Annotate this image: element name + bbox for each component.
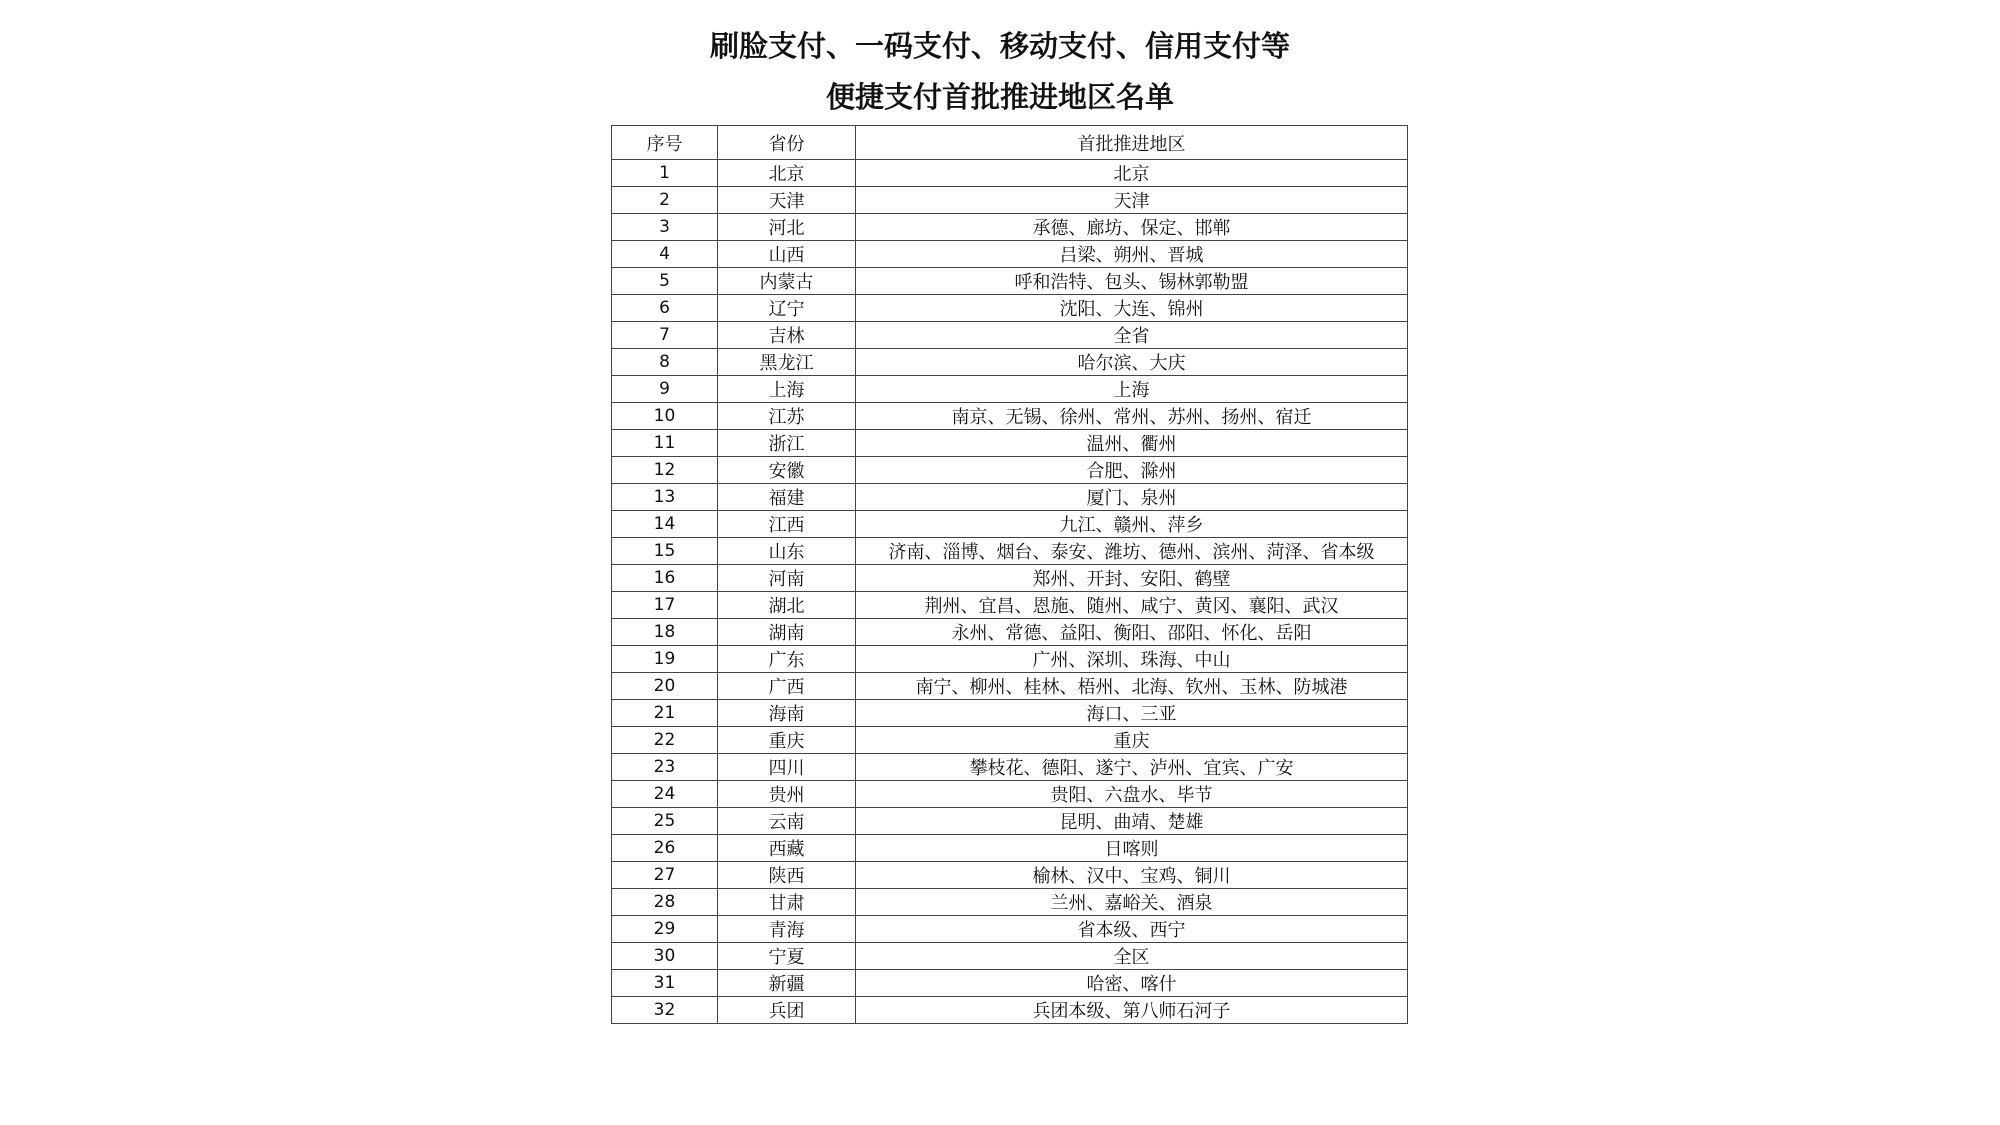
row-province: 山西 xyxy=(718,241,856,268)
table-row xyxy=(612,889,1408,916)
row-index: 9 xyxy=(612,376,718,403)
row-index: 17 xyxy=(612,592,718,619)
row-province: 甘肃 xyxy=(718,889,856,916)
row-province: 广西 xyxy=(718,673,856,700)
table-header xyxy=(612,126,1408,160)
document-title-line-2: 便捷支付首批推进地区名单 xyxy=(825,80,1174,114)
row-areas: 南京、无锡、徐州、常州、苏州、扬州、宿迁 xyxy=(856,403,1408,430)
row-index: 18 xyxy=(612,619,718,646)
row-areas: 重庆 xyxy=(856,727,1408,754)
table-row xyxy=(612,268,1408,295)
table-row xyxy=(612,430,1408,457)
row-province: 内蒙古 xyxy=(718,268,856,295)
table-row xyxy=(612,862,1408,889)
row-province: 湖南 xyxy=(718,619,856,646)
header-areas: 首批推进地区 xyxy=(856,126,1408,160)
table-row xyxy=(612,646,1408,673)
row-index: 3 xyxy=(612,214,718,241)
row-province: 湖北 xyxy=(718,592,856,619)
row-province: 云南 xyxy=(718,808,856,835)
table-row xyxy=(612,484,1408,511)
row-index: 10 xyxy=(612,403,718,430)
row-areas: 天津 xyxy=(856,187,1408,214)
row-areas: 全区 xyxy=(856,943,1408,970)
row-province: 重庆 xyxy=(718,727,856,754)
row-index: 12 xyxy=(612,457,718,484)
row-index: 24 xyxy=(612,781,718,808)
table-row xyxy=(612,160,1408,187)
table-row xyxy=(612,727,1408,754)
header-province: 省份 xyxy=(718,126,856,160)
table-row xyxy=(612,619,1408,646)
table-row xyxy=(612,943,1408,970)
row-province: 贵州 xyxy=(718,781,856,808)
row-index: 32 xyxy=(612,997,718,1024)
row-areas: 呼和浩特、包头、锡林郭勒盟 xyxy=(856,268,1408,295)
row-areas: 合肥、滁州 xyxy=(856,457,1408,484)
row-areas: 兰州、嘉峪关、酒泉 xyxy=(856,889,1408,916)
row-province: 西藏 xyxy=(718,835,856,862)
row-areas: 永州、常德、益阳、衡阳、邵阳、怀化、岳阳 xyxy=(856,619,1408,646)
row-areas: 昆明、曲靖、楚雄 xyxy=(856,808,1408,835)
row-province: 陕西 xyxy=(718,862,856,889)
row-index: 2 xyxy=(612,187,718,214)
row-areas: 承德、廊坊、保定、邯郸 xyxy=(856,214,1408,241)
row-province: 吉林 xyxy=(718,322,856,349)
row-areas: 广州、深圳、珠海、中山 xyxy=(856,646,1408,673)
row-index: 23 xyxy=(612,754,718,781)
row-province: 江苏 xyxy=(718,403,856,430)
row-index: 4 xyxy=(612,241,718,268)
table-row xyxy=(612,349,1408,376)
row-index: 29 xyxy=(612,916,718,943)
row-index: 16 xyxy=(612,565,718,592)
row-province: 上海 xyxy=(718,376,856,403)
table-row xyxy=(612,241,1408,268)
row-province: 兵团 xyxy=(718,997,856,1024)
row-areas: 攀枝花、德阳、遂宁、泸州、宜宾、广安 xyxy=(856,754,1408,781)
row-index: 22 xyxy=(612,727,718,754)
row-areas: 哈密、喀什 xyxy=(856,970,1408,997)
header-row xyxy=(612,126,1408,160)
row-areas: 沈阳、大连、锦州 xyxy=(856,295,1408,322)
table-row xyxy=(612,781,1408,808)
row-province: 江西 xyxy=(718,511,856,538)
row-index: 26 xyxy=(612,835,718,862)
table-row xyxy=(612,700,1408,727)
row-index: 7 xyxy=(612,322,718,349)
row-index: 13 xyxy=(612,484,718,511)
row-province: 河北 xyxy=(718,214,856,241)
row-areas: 吕梁、朔州、晋城 xyxy=(856,241,1408,268)
row-areas: 郑州、开封、安阳、鹤壁 xyxy=(856,565,1408,592)
row-index: 20 xyxy=(612,673,718,700)
row-index: 8 xyxy=(612,349,718,376)
table-row xyxy=(612,322,1408,349)
row-province: 四川 xyxy=(718,754,856,781)
table-row xyxy=(612,376,1408,403)
document-title-line-1: 刷脸支付、一码支付、移动支付、信用支付等 xyxy=(709,29,1290,63)
row-province: 青海 xyxy=(718,916,856,943)
table-row xyxy=(612,970,1408,997)
row-areas: 兵团本级、第八师石河子 xyxy=(856,997,1408,1024)
table-row xyxy=(612,808,1408,835)
table-row xyxy=(612,403,1408,430)
table-row xyxy=(612,673,1408,700)
table-row xyxy=(612,187,1408,214)
table-row xyxy=(612,214,1408,241)
row-province: 海南 xyxy=(718,700,856,727)
row-areas: 哈尔滨、大庆 xyxy=(856,349,1408,376)
row-index: 28 xyxy=(612,889,718,916)
row-areas: 省本级、西宁 xyxy=(856,916,1408,943)
row-areas: 济南、淄博、烟台、泰安、潍坊、德州、滨州、菏泽、省本级 xyxy=(856,538,1408,565)
row-index: 15 xyxy=(612,538,718,565)
row-areas: 厦门、泉州 xyxy=(856,484,1408,511)
row-areas: 南宁、柳州、桂林、梧州、北海、钦州、玉林、防城港 xyxy=(856,673,1408,700)
row-province: 黑龙江 xyxy=(718,349,856,376)
row-index: 6 xyxy=(612,295,718,322)
row-index: 31 xyxy=(612,970,718,997)
row-province: 安徽 xyxy=(718,457,856,484)
table-row xyxy=(612,295,1408,322)
row-areas: 荆州、宜昌、恩施、随州、咸宁、黄冈、襄阳、武汉 xyxy=(856,592,1408,619)
row-index: 19 xyxy=(612,646,718,673)
row-province: 宁夏 xyxy=(718,943,856,970)
row-province: 辽宁 xyxy=(718,295,856,322)
row-areas: 榆林、汉中、宝鸡、铜川 xyxy=(856,862,1408,889)
table-row xyxy=(612,754,1408,781)
row-areas: 全省 xyxy=(856,322,1408,349)
row-index: 21 xyxy=(612,700,718,727)
row-areas: 九江、赣州、萍乡 xyxy=(856,511,1408,538)
row-index: 30 xyxy=(612,943,718,970)
table-row xyxy=(612,457,1408,484)
row-index: 11 xyxy=(612,430,718,457)
header-index: 序号 xyxy=(612,126,718,160)
row-province: 广东 xyxy=(718,646,856,673)
row-province: 福建 xyxy=(718,484,856,511)
row-areas: 上海 xyxy=(856,376,1408,403)
row-areas: 海口、三亚 xyxy=(856,700,1408,727)
row-areas: 日喀则 xyxy=(856,835,1408,862)
row-province: 河南 xyxy=(718,565,856,592)
row-index: 14 xyxy=(612,511,718,538)
table-row xyxy=(612,916,1408,943)
table-row xyxy=(612,565,1408,592)
row-index: 1 xyxy=(612,160,718,187)
row-province: 浙江 xyxy=(718,430,856,457)
row-province: 天津 xyxy=(718,187,856,214)
table-row xyxy=(612,997,1408,1024)
table-body xyxy=(612,160,1408,1024)
table-row xyxy=(612,511,1408,538)
row-province: 山东 xyxy=(718,538,856,565)
row-province: 北京 xyxy=(718,160,856,187)
row-areas: 贵阳、六盘水、毕节 xyxy=(856,781,1408,808)
row-index: 5 xyxy=(612,268,718,295)
row-index: 25 xyxy=(612,808,718,835)
regions-table xyxy=(611,125,1408,1024)
table-row xyxy=(612,538,1408,565)
table-row xyxy=(612,835,1408,862)
row-areas: 北京 xyxy=(856,160,1408,187)
row-areas: 温州、衢州 xyxy=(856,430,1408,457)
row-province: 新疆 xyxy=(718,970,856,997)
table-row xyxy=(612,592,1408,619)
row-index: 27 xyxy=(612,862,718,889)
